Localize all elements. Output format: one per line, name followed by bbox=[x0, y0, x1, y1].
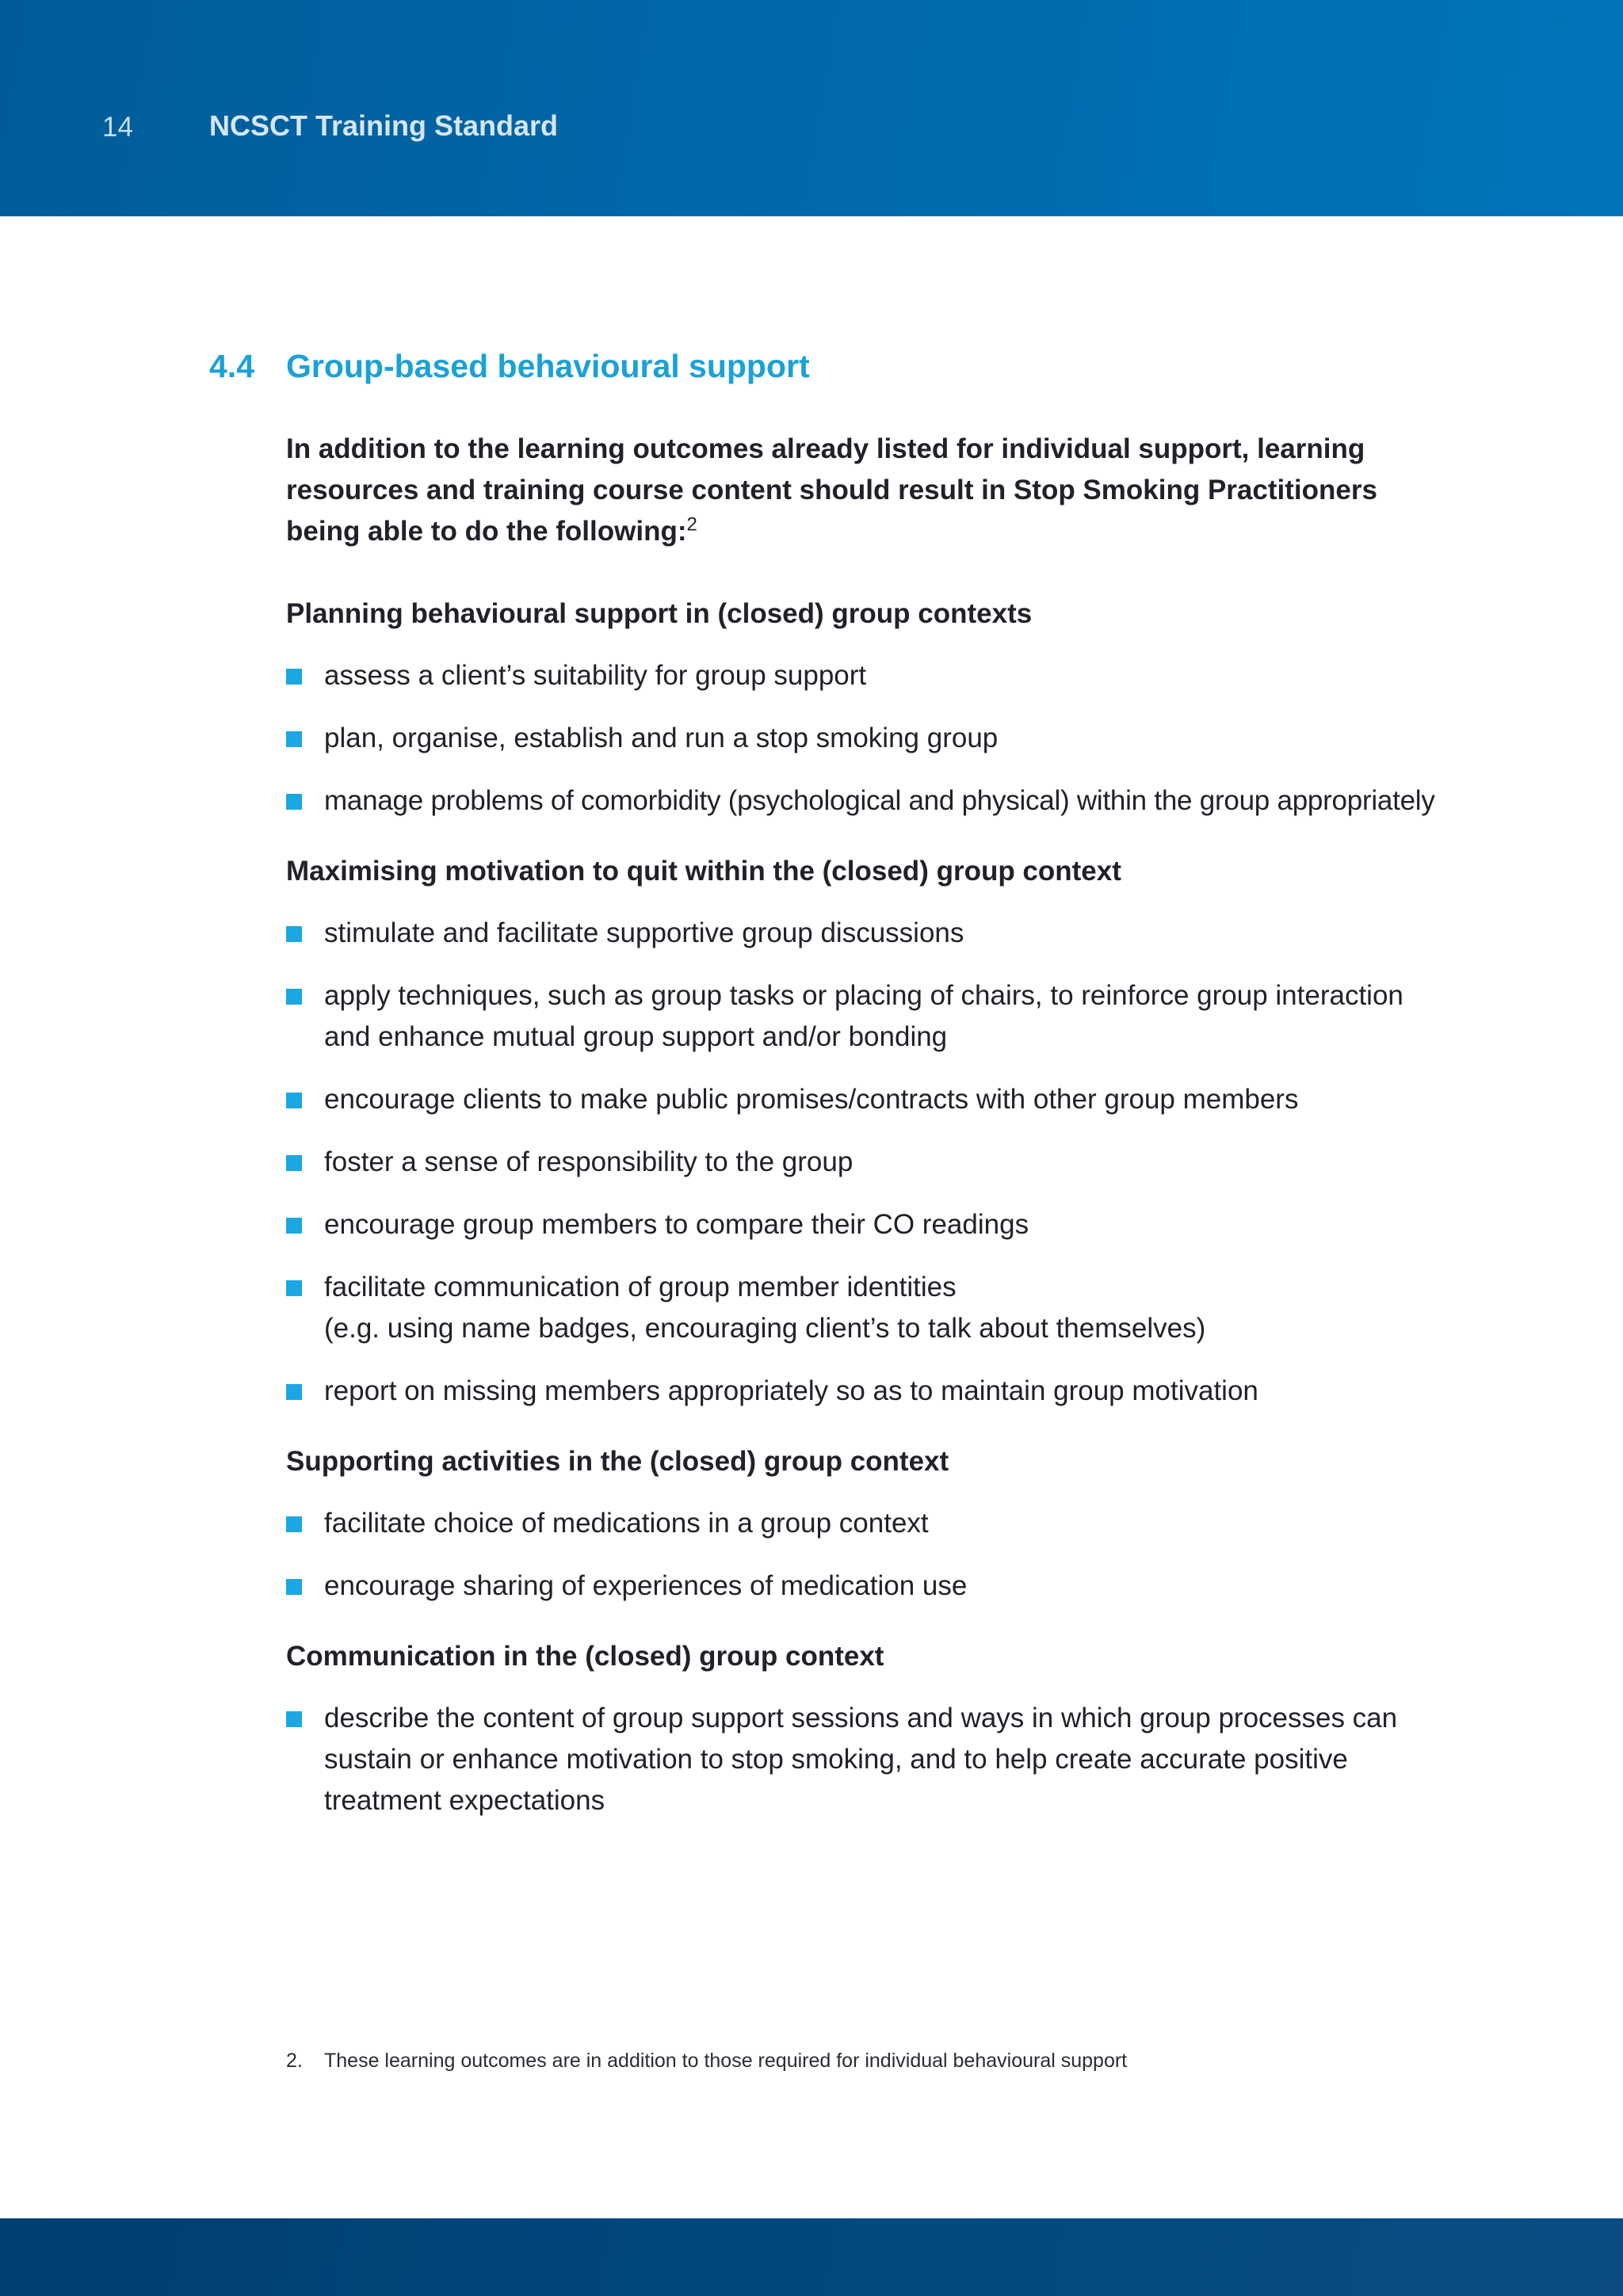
footnote-text: These learning outcomes are in addition to those required for individual behavioural support bbox=[324, 2050, 1128, 2072]
bullet-list-motivation bbox=[286, 913, 1443, 1412]
list-item-text: encourage sharing of experiences of medication use bbox=[324, 1570, 968, 1601]
subheading-planning: Planning behavioural support in (closed) group contexts bbox=[286, 598, 1033, 629]
list-item-text: facilitate communication of group member identities bbox=[324, 1272, 957, 1302]
list-item bbox=[286, 655, 1443, 696]
list-item-text: foster a sense of responsibility to the group bbox=[324, 1146, 854, 1177]
bullet-square-icon bbox=[286, 794, 302, 810]
page-footer-band bbox=[0, 2218, 1623, 2296]
page-number: 14 bbox=[102, 112, 133, 143]
list-item bbox=[286, 1267, 1443, 1349]
list-item bbox=[286, 913, 1443, 954]
bullet-square-icon bbox=[286, 926, 302, 942]
bullet-square-icon bbox=[286, 1516, 302, 1532]
section-body bbox=[286, 429, 1443, 1821]
list-item bbox=[286, 1566, 1443, 1607]
page-header bbox=[0, 0, 1623, 216]
section-title: Group-based behavioural support bbox=[286, 348, 810, 384]
list-item bbox=[286, 1142, 1443, 1183]
list-item-text: encourage clients to make public promises/contracts with other group members bbox=[324, 1084, 1299, 1115]
list-item bbox=[286, 780, 1443, 822]
bullet-square-icon bbox=[286, 731, 302, 747]
subheading-motivation: Maximising motivation to quit within the (closed) group context bbox=[286, 856, 1121, 887]
list-item bbox=[286, 1698, 1443, 1821]
list-item-text: apply techniques, such as group tasks or placing of chairs, to reinforce group interaction and enhance mutual group support and/or bonding bbox=[324, 980, 1403, 1052]
list-item-text: assess a client’s suitability for group support bbox=[324, 660, 867, 691]
bullet-square-icon bbox=[286, 1155, 302, 1171]
list-item-text: plan, organise, establish and run a stop smoking group bbox=[324, 723, 999, 753]
list-item-text: facilitate choice of medications in a group context bbox=[324, 1508, 929, 1539]
bullet-square-icon bbox=[286, 1384, 302, 1400]
bullet-square-icon bbox=[286, 669, 302, 685]
list-item bbox=[286, 975, 1443, 1058]
bullet-square-icon bbox=[286, 1218, 302, 1234]
list-item bbox=[286, 1079, 1443, 1120]
bullet-list-planning bbox=[286, 655, 1443, 822]
bullet-square-icon bbox=[286, 1280, 302, 1296]
footnote-number: 2. bbox=[286, 2050, 303, 2072]
list-item bbox=[286, 1503, 1443, 1544]
intro-text: In addition to the learning outcomes already listed for individual support, learning resources and training course content should result in Stop Smoking Practitioners being able to do the following: bbox=[286, 433, 1377, 547]
subheading-supporting-activities: Supporting activities in the (closed) group context bbox=[286, 1446, 949, 1477]
list-item bbox=[286, 1371, 1443, 1412]
section-number: 4.4 bbox=[209, 348, 254, 384]
list-item bbox=[286, 1204, 1443, 1245]
list-item bbox=[286, 718, 1443, 759]
bullet-list-supporting-activities bbox=[286, 1503, 1443, 1607]
intro-paragraph bbox=[286, 429, 1443, 552]
bullet-square-icon bbox=[286, 1711, 302, 1727]
list-item-text: encourage group members to compare their CO readings bbox=[324, 1209, 1029, 1240]
list-item-text: describe the content of group support sessions and ways in which group processes can sustain or enhance motivation to stop smoking, and to help create accurate positive treatment expectations bbox=[324, 1703, 1398, 1816]
subheading-communication: Communication in the (closed) group context bbox=[286, 1641, 884, 1672]
bullet-square-icon bbox=[286, 1093, 302, 1108]
list-item-text: report on missing members appropriately so as to maintain group motivation bbox=[324, 1375, 1258, 1406]
list-item-text: manage problems of comorbidity (psychological and physical) within the group appropriately bbox=[324, 785, 1435, 816]
document-title: NCSCT Training Standard bbox=[209, 109, 559, 142]
list-item-text-continued: (e.g. using name badges, encouraging client’s to talk about themselves) bbox=[324, 1313, 1206, 1344]
list-item-text: stimulate and facilitate supportive group discussions bbox=[324, 917, 964, 948]
bullet-list-communication bbox=[286, 1698, 1443, 1821]
footnote bbox=[286, 2049, 1127, 2073]
footnote-ref: 2 bbox=[686, 513, 697, 536]
bullet-square-icon bbox=[286, 1579, 302, 1595]
bullet-square-icon bbox=[286, 989, 302, 1005]
